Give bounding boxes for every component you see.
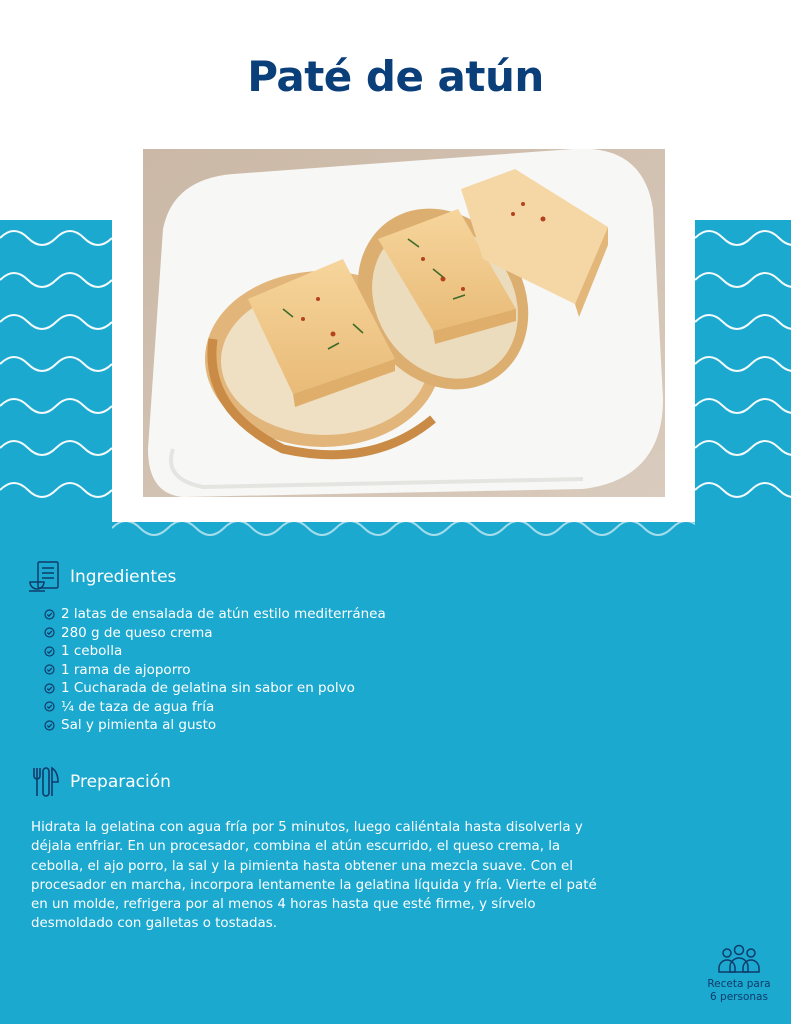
utensils-icon xyxy=(30,766,62,798)
ingredient-text: Sal y pimienta al gusto xyxy=(61,717,217,734)
prep-line: en un molde, refrigera por al menos 4 horas hasta que esté firme, y sírvelo xyxy=(31,897,536,913)
prep-line: déjala enfriar. En un procesador, combina el atún escurrido, el queso crema, la xyxy=(31,839,561,855)
ingredient-text: 2 latas de ensalada de atún estilo mediterránea xyxy=(61,606,386,623)
preparation-section-header xyxy=(30,766,171,798)
ingredient-text: 1 cebolla xyxy=(61,643,123,660)
ingredient-text: 280 g de queso crema xyxy=(61,624,213,641)
recipe-photo xyxy=(143,149,665,497)
ingredients-section-header xyxy=(28,560,176,594)
list-item xyxy=(44,624,386,643)
preparation-text xyxy=(31,818,711,934)
ingredients-list xyxy=(44,605,386,735)
check-circle-icon xyxy=(44,701,55,712)
prep-line: Hidrata la gelatina con agua fría por 5 minutos, luego caliéntala hasta disolverla y xyxy=(31,820,583,835)
wave-pattern-left xyxy=(0,220,112,520)
wave-pattern-bottom xyxy=(112,506,695,536)
check-circle-icon xyxy=(44,646,55,657)
ingredient-text: 1 Cucharada de gelatina sin sabor en polvo xyxy=(61,680,355,697)
ingredients-heading: Ingredientes xyxy=(70,567,177,587)
list-item xyxy=(44,661,386,680)
people-icon xyxy=(716,944,762,974)
list-item xyxy=(44,642,386,661)
prep-line: desmoldado con galletas o tostadas. xyxy=(31,916,277,932)
recipe-list-icon xyxy=(28,560,62,594)
prep-line: procesador en marcha, incorpora lentamente la gelatina líquida y fría. Vierte el paté xyxy=(31,877,597,893)
check-circle-icon xyxy=(44,609,55,620)
list-item xyxy=(44,679,386,698)
page-title: Paté de atún xyxy=(247,52,544,101)
preparation-heading: Preparación xyxy=(70,772,171,792)
servings-line-1: Receta para xyxy=(707,978,771,990)
wave-pattern-right xyxy=(695,220,791,520)
ingredient-text: ¼ de taza de agua fría xyxy=(61,698,215,715)
servings-line-2: 6 personas xyxy=(710,991,768,1003)
check-circle-icon xyxy=(44,720,55,731)
check-circle-icon xyxy=(44,664,55,675)
list-item xyxy=(44,716,386,735)
check-circle-icon xyxy=(44,627,55,638)
ingredient-text: 1 rama de ajoporro xyxy=(61,661,191,678)
list-item xyxy=(44,605,386,624)
prep-line: cebolla, el ajo porro, la sal y la pimienta hasta obtener una mezcla suave. Con el xyxy=(31,858,573,874)
servings-badge xyxy=(700,944,778,1004)
check-circle-icon xyxy=(44,683,55,694)
list-item xyxy=(44,698,386,717)
